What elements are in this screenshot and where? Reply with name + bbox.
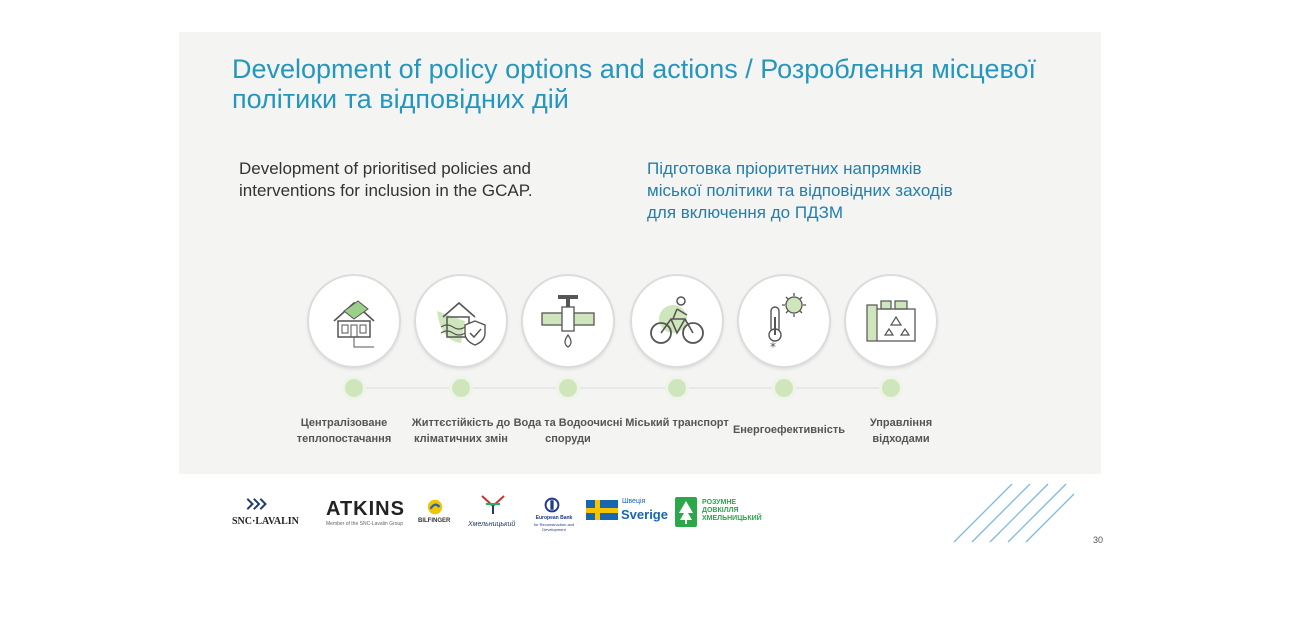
khmelnytskyi-mark-icon: [478, 492, 508, 516]
label-climate-resilience: Життєстійкість до кліматичних змін: [411, 417, 511, 445]
smart-environment-logo: [675, 497, 785, 529]
page-number: 30: [1093, 535, 1104, 545]
sweden-top-text: Швеція: [622, 498, 646, 505]
bicycle-icon-circle: [632, 276, 722, 366]
khmelnytskyi-logo: [468, 492, 522, 534]
ebrd-mark-icon: [544, 497, 560, 513]
label-energy-efficiency: Енергоефективність: [732, 424, 846, 436]
slide: [179, 32, 1101, 474]
intro-text-en: Development of prioritised policies and interventions for inclusion in the GCAP.: [239, 159, 533, 200]
water-pipe-icon-circle: [523, 276, 613, 366]
timeline-dot: [775, 379, 793, 397]
bilfinger-logo: [418, 498, 454, 530]
sweden-logo: [586, 498, 666, 524]
timeline-dot: [345, 379, 363, 397]
swedish-flag-icon: [586, 500, 618, 520]
bicycle-icon: [647, 291, 707, 351]
label-water: Вода та Водоочисні споруди: [513, 417, 623, 445]
timeline-dot: [559, 379, 577, 397]
bilfinger-text: BILFINGER: [418, 518, 451, 524]
slide-title: Development of policy options and actions / Розроблення місцевої політики та відповідних дій: [232, 54, 1037, 114]
khmelnytskyi-text: Хмельницький: [468, 521, 516, 528]
timeline-dot: [668, 379, 686, 397]
house-solar-icon-circle: [309, 276, 399, 366]
timeline-dot: [452, 379, 470, 397]
thermometer-sun-icon-circle: [739, 276, 829, 366]
recycling-factory-icon: [861, 291, 921, 351]
timeline-dot: [882, 379, 900, 397]
sverige-text: Sverige: [621, 507, 668, 522]
house-solar-icon: [324, 291, 384, 351]
ebrd-name: European Bank: [535, 515, 573, 521]
timeline-line: [354, 387, 894, 389]
ebrd-logo: [526, 497, 582, 531]
tree-icon: [675, 497, 697, 527]
label-waste-management: Управління відходами: [869, 417, 933, 445]
recycling-factory-icon-circle: [846, 276, 936, 366]
svg-text:*: *: [770, 340, 776, 351]
smart-line-1: РОЗУМНЕ: [702, 499, 737, 506]
label-district-heating: Централізоване теплопостачання: [296, 417, 392, 445]
atkins-logo: [326, 498, 405, 527]
atkins-text: ATKINS: [326, 498, 405, 520]
smart-line-2: ДОВКІЛЛЯ: [702, 507, 739, 514]
smart-line-3: ХМЕЛЬНИЦЬКИЙ: [702, 515, 762, 522]
snc-lavalin-logo: [232, 496, 312, 530]
decorative-lines: [950, 482, 1080, 544]
thermometer-sun-icon: [754, 291, 814, 351]
ebrd-subtext: for Reconstruction and Development: [533, 522, 575, 532]
snc-lavalin-text: SNC·LAVALIN: [232, 516, 299, 527]
intro-text-ua: Підготовка пріоритетних напрямків міської політики та відповідних заходів для включення до ПДЗМ: [647, 159, 953, 222]
water-pipe-icon: [538, 291, 598, 351]
bilfinger-mark-icon: [426, 498, 444, 516]
label-urban-transport: Міський транспорт: [625, 417, 729, 429]
atkins-subtext: Member of the SNC-Lavalin Group: [326, 521, 403, 527]
house-shield-icon: [431, 291, 491, 351]
snc-lavalin-mark-icon: [246, 496, 272, 512]
house-shield-icon-circle: [416, 276, 506, 366]
